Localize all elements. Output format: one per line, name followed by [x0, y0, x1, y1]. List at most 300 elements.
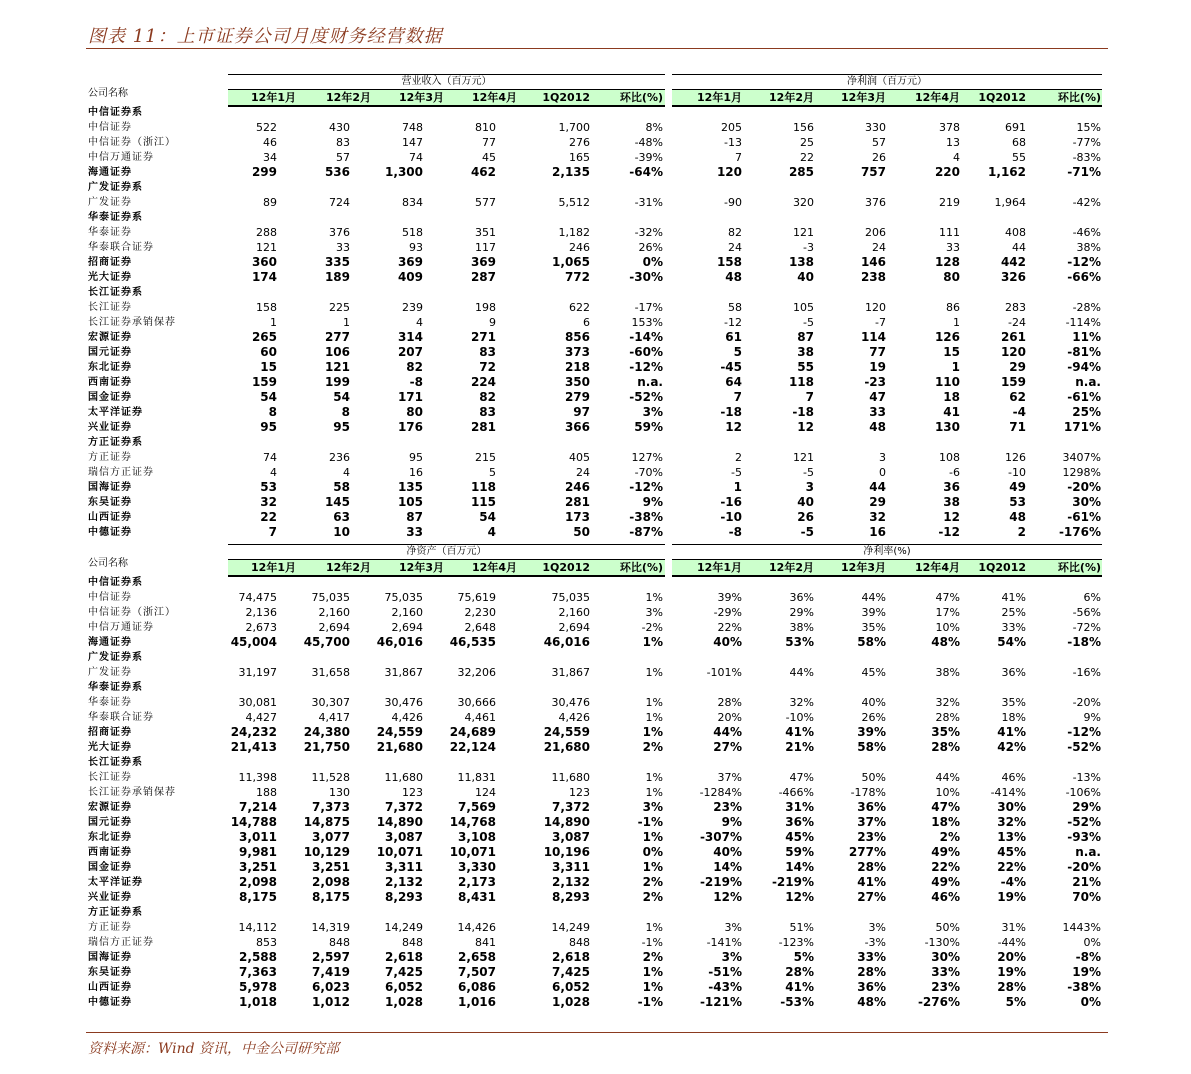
left-value-cell: 2,230: [464, 606, 496, 619]
left-value-cell: -32%: [634, 226, 663, 239]
company-name: 东吴证券: [88, 967, 132, 978]
left-value-cell: 7,507: [458, 965, 496, 979]
left-value-cell: 124: [475, 786, 496, 799]
right-value-cell: -101%: [706, 666, 742, 679]
right-value-cell: 22: [800, 151, 814, 164]
left-value-cell: 1,700: [558, 121, 590, 134]
right-value-cell: 12: [797, 420, 814, 434]
left-value-cell: 105: [397, 495, 423, 509]
company-name: 山西证券: [88, 982, 132, 993]
right-value-cell: 19%: [997, 965, 1026, 979]
right-value-cell: -10: [1008, 466, 1026, 479]
left-value-cell: 7,419: [312, 965, 350, 979]
table-row: [0, 935, 1191, 950]
right-value-cell: 40%: [861, 696, 886, 709]
right-value-cell: 49: [1009, 480, 1026, 494]
right-value-cell: 33: [946, 241, 960, 254]
column-header: 12年2月: [769, 561, 814, 574]
company-name: 中信证券（浙江）: [88, 137, 176, 148]
left-value-cell: -52%: [629, 390, 663, 404]
right-value-cell: 19%: [997, 890, 1026, 904]
right-value-cell: 20%: [717, 711, 742, 724]
company-name: 长江证券系: [88, 757, 143, 768]
right-value-cell: 159: [1000, 375, 1026, 389]
right-value-cell: 45%: [785, 830, 814, 844]
company-name: 国元证券: [88, 817, 132, 828]
table-row: [0, 330, 1191, 345]
left-value-cell: 369: [397, 255, 423, 269]
right-value-cell: 37%: [857, 815, 886, 829]
left-value-cell: 24: [576, 466, 590, 479]
table-row: [0, 635, 1191, 650]
right-value-cell: 28%: [931, 740, 960, 754]
right-value-cell: 35%: [861, 621, 886, 634]
left-value-cell: -38%: [629, 510, 663, 524]
right-value-cell: 32%: [997, 815, 1026, 829]
left-value-cell: 1%: [642, 725, 663, 739]
company-name: 方正证券系: [88, 437, 143, 448]
right-value-cell: -18: [720, 405, 742, 419]
left-value-cell: 1,028: [385, 995, 423, 1009]
right-value-cell: 126: [934, 330, 960, 344]
right-value-cell: 1,964: [994, 196, 1026, 209]
table-row: [0, 830, 1191, 845]
left-value-cell: 622: [569, 301, 590, 314]
right-value-cell: 22%: [997, 860, 1026, 874]
table-row: [0, 590, 1191, 605]
table-row: [0, 845, 1191, 860]
company-name: 方正证券: [88, 922, 132, 933]
left-value-cell: 8,293: [385, 890, 423, 904]
left-value-cell: 75,035: [384, 591, 423, 604]
right-value-cell: 27%: [713, 740, 742, 754]
right-value-cell: 41: [943, 405, 960, 419]
left-value-cell: 82: [406, 360, 423, 374]
table-row: [0, 420, 1191, 435]
right-value-cell: 3%: [724, 921, 742, 934]
right-value-cell: 10%: [935, 786, 960, 799]
right-value-cell: -52%: [1067, 740, 1101, 754]
left-group-header: 营业收入（百万元）: [401, 76, 492, 87]
right-value-cell: 41%: [1001, 591, 1026, 604]
left-value-cell: 93: [409, 241, 423, 254]
company-name: 长江证券: [88, 302, 132, 313]
left-value-cell: 34: [263, 151, 277, 164]
right-value-cell: 9%: [721, 815, 742, 829]
right-value-cell: 77: [869, 345, 886, 359]
left-value-cell: 1,182: [558, 226, 590, 239]
left-value-cell: 33: [336, 241, 350, 254]
right-value-cell: 156: [793, 121, 814, 134]
table-row: [0, 785, 1191, 800]
left-value-cell: -12%: [629, 360, 663, 374]
left-value-cell: 3,108: [458, 830, 496, 844]
left-value-cell: 1%: [645, 786, 663, 799]
left-value-cell: 207: [397, 345, 423, 359]
left-value-cell: 810: [475, 121, 496, 134]
right-value-cell: 408: [1005, 226, 1026, 239]
table-row: [0, 240, 1191, 255]
right-value-cell: 44%: [935, 771, 960, 784]
figure-title: 图表 11：上市证券公司月度财务经营数据: [88, 26, 443, 47]
right-value-cell: 1443%: [1062, 921, 1101, 934]
table-row: [0, 740, 1191, 755]
right-value-cell: 15%: [1076, 121, 1101, 134]
left-value-cell: 405: [569, 451, 590, 464]
right-value-cell: 691: [1005, 121, 1026, 134]
right-value-cell: 31%: [1001, 921, 1026, 934]
right-value-cell: -121%: [699, 995, 742, 1009]
right-value-cell: -71%: [1067, 165, 1101, 179]
table-row: [0, 860, 1191, 875]
left-value-cell: 4,461: [464, 711, 496, 724]
right-value-cell: 44%: [861, 591, 886, 604]
right-value-cell: 32: [869, 510, 886, 524]
right-value-cell: 29: [869, 495, 886, 509]
column-header: 12年2月: [326, 561, 371, 574]
right-value-cell: -45: [720, 360, 742, 374]
left-value-cell: -14%: [629, 330, 663, 344]
left-value-cell: 173: [564, 510, 590, 524]
left-value-cell: 95: [333, 420, 350, 434]
left-value-cell: -64%: [629, 165, 663, 179]
left-value-cell: 75,035: [311, 591, 350, 604]
right-value-cell: 26: [797, 510, 814, 524]
company-name: 招商证券: [88, 727, 132, 738]
right-value-cell: 13%: [997, 830, 1026, 844]
right-value-cell: 13: [946, 136, 960, 149]
left-value-cell: 9,981: [239, 845, 277, 859]
right-value-cell: -66%: [1067, 270, 1101, 284]
left-value-cell: 536: [324, 165, 350, 179]
company-name: 太平洋证券: [88, 407, 143, 418]
left-value-cell: 32,206: [457, 666, 496, 679]
right-value-cell: -466%: [778, 786, 814, 799]
left-value-cell: 2,588: [239, 950, 277, 964]
left-value-cell: 7,425: [385, 965, 423, 979]
right-value-cell: 6%: [1083, 591, 1101, 604]
left-value-cell: 45,004: [230, 635, 277, 649]
left-value-cell: 174: [251, 270, 277, 284]
table-row: [0, 800, 1191, 815]
right-value-cell: 47: [869, 390, 886, 404]
left-value-cell: 2,648: [464, 621, 496, 634]
left-value-cell: 26%: [638, 241, 663, 254]
column-header: 12年1月: [697, 91, 742, 104]
left-value-cell: 83: [336, 136, 350, 149]
right-value-cell: -12%: [1067, 725, 1101, 739]
right-value-cell: -24: [1008, 316, 1026, 329]
left-value-cell: 54: [260, 390, 277, 404]
right-value-cell: -276%: [917, 995, 960, 1009]
right-value-cell: 41%: [785, 980, 814, 994]
left-value-cell: 314: [397, 330, 423, 344]
left-value-cell: 53: [260, 480, 277, 494]
left-value-cell: 24,559: [543, 725, 590, 739]
source-note: 资料来源：Wind 资讯，中金公司研究部: [88, 1041, 340, 1057]
left-value-cell: 1,300: [385, 165, 423, 179]
table-row: [0, 165, 1191, 180]
right-value-cell: 41%: [997, 725, 1026, 739]
company-name: 中信证券系: [88, 107, 143, 118]
left-value-cell: 46,535: [449, 635, 496, 649]
left-value-cell: 2,694: [391, 621, 423, 634]
table-row: [0, 135, 1191, 150]
right-value-cell: -12: [938, 525, 960, 539]
right-value-cell: 2: [735, 451, 742, 464]
left-value-cell: 1,012: [312, 995, 350, 1009]
right-value-cell: 138: [788, 255, 814, 269]
left-value-cell: 10,071: [376, 845, 423, 859]
right-value-cell: 58%: [857, 740, 886, 754]
left-value-cell: -48%: [634, 136, 663, 149]
left-value-cell: 10: [333, 525, 350, 539]
right-value-cell: 40: [797, 270, 814, 284]
left-value-cell: -1%: [637, 995, 663, 1009]
left-value-cell: n.a.: [637, 375, 663, 389]
right-value-cell: -72%: [1072, 621, 1101, 634]
left-value-cell: 9: [489, 316, 496, 329]
right-value-cell: 38: [797, 345, 814, 359]
right-value-cell: 48: [1009, 510, 1026, 524]
column-header: 12年1月: [251, 91, 296, 104]
left-value-cell: 7,214: [239, 800, 277, 814]
right-value-cell: 49%: [931, 845, 960, 859]
left-value-cell: 199: [324, 375, 350, 389]
right-value-cell: 19%: [1072, 965, 1101, 979]
company-name-header: 公司名称: [88, 558, 128, 569]
left-value-cell: 171: [397, 390, 423, 404]
left-value-cell: 11,528: [311, 771, 350, 784]
right-value-cell: 12%: [713, 890, 742, 904]
company-name: 瑞信方正证券: [88, 937, 154, 948]
right-value-cell: 44%: [789, 666, 814, 679]
left-value-cell: 856: [564, 330, 590, 344]
right-value-cell: -10%: [785, 711, 814, 724]
left-value-cell: 7,569: [458, 800, 496, 814]
left-value-cell: 350: [564, 375, 590, 389]
right-value-cell: -5: [800, 525, 814, 539]
right-value-cell: -20%: [1067, 860, 1101, 874]
left-value-cell: 1%: [645, 591, 663, 604]
left-value-cell: 2,132: [385, 875, 423, 889]
left-value-cell: 22: [260, 510, 277, 524]
left-value-cell: 4,427: [245, 711, 277, 724]
right-value-cell: 158: [716, 255, 742, 269]
company-name: 国元证券: [88, 347, 132, 358]
group-row: [0, 105, 1191, 120]
right-value-cell: 12%: [785, 890, 814, 904]
right-value-cell: -83%: [1072, 151, 1101, 164]
left-value-cell: -39%: [634, 151, 663, 164]
table-row: [0, 695, 1191, 710]
column-header: 12年3月: [399, 91, 444, 104]
right-value-cell: 18%: [1001, 711, 1026, 724]
left-value-cell: 14,890: [543, 815, 590, 829]
right-value-cell: -18%: [1067, 635, 1101, 649]
right-value-cell: 120: [1000, 345, 1026, 359]
left-value-cell: 10,129: [303, 845, 350, 859]
right-value-cell: 25%: [1072, 405, 1101, 419]
left-value-cell: 75,619: [457, 591, 496, 604]
right-value-cell: -90: [724, 196, 742, 209]
table-row: [0, 995, 1191, 1010]
left-value-cell: 360: [251, 255, 277, 269]
right-value-cell: 2: [1017, 525, 1026, 539]
right-value-cell: 25: [800, 136, 814, 149]
left-group-header: 净资产（百万元）: [406, 546, 487, 557]
left-value-cell: 72: [479, 360, 496, 374]
right-value-cell: -123%: [778, 936, 814, 949]
left-value-cell: 14,249: [384, 921, 423, 934]
right-value-cell: 118: [788, 375, 814, 389]
left-value-cell: 1%: [642, 830, 663, 844]
right-value-cell: -3: [803, 241, 814, 254]
company-name: 国金证券: [88, 392, 132, 403]
right-value-cell: -52%: [1067, 815, 1101, 829]
right-value-cell: 47%: [789, 771, 814, 784]
right-value-cell: 2%: [939, 830, 960, 844]
right-value-cell: -178%: [850, 786, 886, 799]
right-value-cell: 33: [869, 405, 886, 419]
left-value-cell: 63: [333, 510, 350, 524]
right-value-cell: 1: [951, 360, 960, 374]
right-value-cell: 26%: [861, 711, 886, 724]
table-row: [0, 225, 1191, 240]
right-value-cell: 70%: [1072, 890, 1101, 904]
right-value-cell: 58: [728, 301, 742, 314]
left-value-cell: 21,413: [230, 740, 277, 754]
right-value-cell: 59%: [785, 845, 814, 859]
left-value-cell: 299: [251, 165, 277, 179]
left-value-cell: 6,052: [385, 980, 423, 994]
left-value-cell: 21,750: [303, 740, 350, 754]
right-value-cell: 146: [860, 255, 886, 269]
left-value-cell: 2%: [642, 740, 663, 754]
left-value-cell: 2,658: [458, 950, 496, 964]
right-value-cell: 7: [735, 151, 742, 164]
left-value-cell: 11,831: [457, 771, 496, 784]
left-value-cell: 21,680: [543, 740, 590, 754]
right-value-cell: -5: [803, 316, 814, 329]
group-row: [0, 285, 1191, 300]
left-value-cell: 288: [256, 226, 277, 239]
right-value-cell: 61: [725, 330, 742, 344]
right-value-cell: 68: [1012, 136, 1026, 149]
company-name: 光大证券: [88, 272, 132, 283]
table-row: [0, 620, 1191, 635]
company-name: 中信证券（浙江）: [88, 607, 176, 618]
right-value-cell: 27%: [857, 890, 886, 904]
left-value-cell: 50: [573, 525, 590, 539]
table-row: [0, 770, 1191, 785]
left-value-cell: -1%: [641, 936, 663, 949]
company-name: 广发证券: [88, 197, 132, 208]
right-value-cell: 130: [934, 420, 960, 434]
left-value-cell: 236: [329, 451, 350, 464]
right-value-cell: 58%: [857, 635, 886, 649]
left-value-cell: 159: [251, 375, 277, 389]
left-value-cell: 121: [324, 360, 350, 374]
right-value-cell: 36%: [857, 800, 886, 814]
right-value-cell: -10: [720, 510, 742, 524]
group-row: [0, 210, 1191, 225]
right-value-cell: 71: [1009, 420, 1026, 434]
right-value-cell: -42%: [1072, 196, 1101, 209]
left-value-cell: 2,173: [458, 875, 496, 889]
right-value-cell: 206: [865, 226, 886, 239]
company-name: 长江证券系: [88, 287, 143, 298]
right-value-cell: 14%: [785, 860, 814, 874]
table-row: [0, 195, 1191, 210]
table-row: [0, 605, 1191, 620]
left-value-cell: 1,018: [239, 995, 277, 1009]
left-value-cell: 21,680: [376, 740, 423, 754]
right-value-cell: 12: [943, 510, 960, 524]
right-value-cell: 44: [869, 480, 886, 494]
group-row: [0, 575, 1191, 590]
left-value-cell: 5,978: [239, 980, 277, 994]
table-row: [0, 150, 1191, 165]
left-value-cell: 1%: [642, 635, 663, 649]
left-value-cell: 6,023: [312, 980, 350, 994]
right-value-cell: 120: [716, 165, 742, 179]
left-value-cell: 1,028: [552, 995, 590, 1009]
left-value-cell: 11,398: [238, 771, 277, 784]
left-value-cell: 3,011: [239, 830, 277, 844]
right-value-cell: 24: [728, 241, 742, 254]
left-value-cell: -17%: [634, 301, 663, 314]
left-value-cell: 115: [470, 495, 496, 509]
right-value-cell: 17%: [935, 606, 960, 619]
right-value-cell: 48: [725, 270, 742, 284]
column-header: 环比(%): [619, 561, 663, 574]
right-value-cell: 277%: [848, 845, 886, 859]
right-value-cell: 3%: [868, 921, 886, 934]
left-value-cell: 30,476: [551, 696, 590, 709]
right-value-cell: -176%: [1058, 525, 1101, 539]
left-value-cell: 145: [324, 495, 350, 509]
right-value-cell: 49%: [931, 875, 960, 889]
right-value-cell: 50%: [861, 771, 886, 784]
right-value-cell: 320: [793, 196, 814, 209]
right-value-cell: 42%: [997, 740, 1026, 754]
right-value-cell: 14%: [713, 860, 742, 874]
table-row: [0, 875, 1191, 890]
right-value-cell: -81%: [1067, 345, 1101, 359]
right-value-cell: 39%: [857, 725, 886, 739]
column-header: 1Q2012: [978, 561, 1026, 574]
left-value-cell: 7,372: [552, 800, 590, 814]
left-value-cell: 6,086: [458, 980, 496, 994]
right-value-cell: 18%: [931, 815, 960, 829]
right-value-cell: 33%: [1001, 621, 1026, 634]
company-name: 国金证券: [88, 862, 132, 873]
right-value-cell: 283: [1005, 301, 1026, 314]
table-row: [0, 980, 1191, 995]
company-name: 国海证券: [88, 952, 132, 963]
left-value-cell: 4: [416, 316, 423, 329]
table-row: [0, 890, 1191, 905]
table-row: [0, 345, 1191, 360]
left-value-cell: 2%: [642, 890, 663, 904]
table-row: [0, 300, 1191, 315]
left-value-cell: -2%: [641, 621, 663, 634]
left-value-cell: 14,875: [303, 815, 350, 829]
right-value-cell: n.a.: [1075, 375, 1101, 389]
right-value-cell: 21%: [1072, 875, 1101, 889]
left-value-cell: 577: [475, 196, 496, 209]
